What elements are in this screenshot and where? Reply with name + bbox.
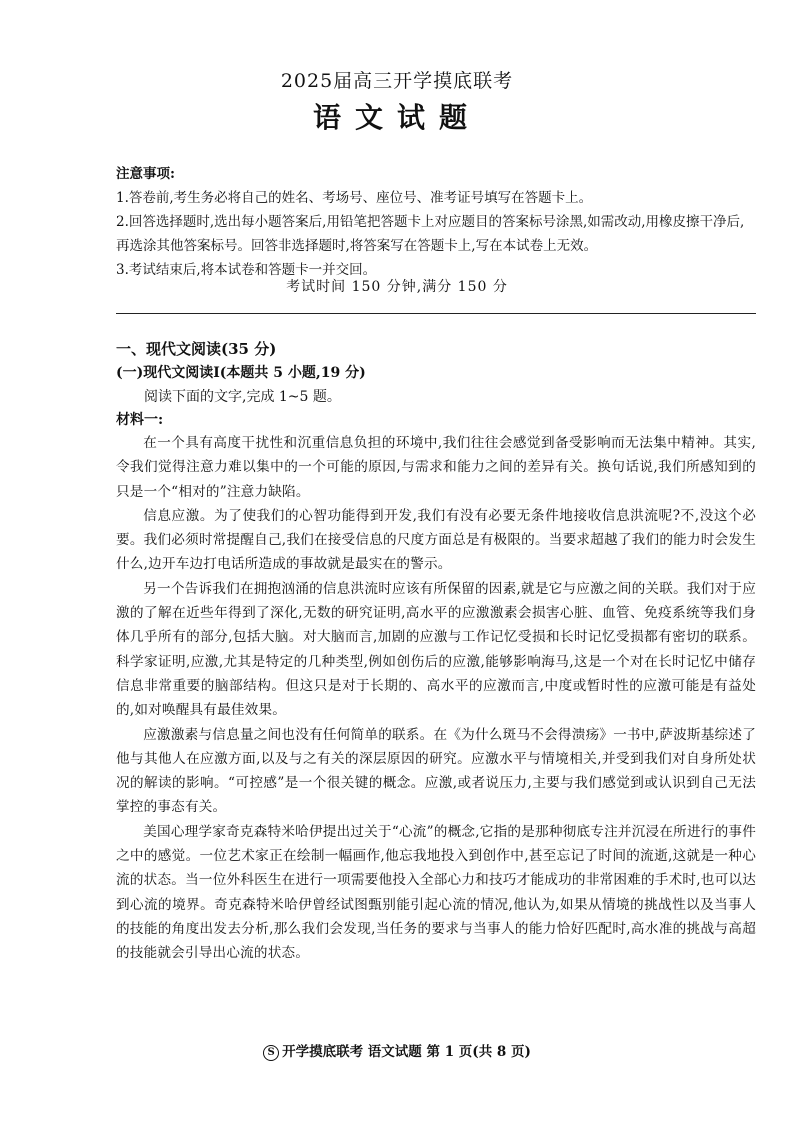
passage-paragraph: 美国心理学家奇克森特米哈伊提出过关于“心流”的概念,它指的是那种彻底专注并沉浸在所进行的事件之中的感觉。一位艺术家正在绘制一幅画作,他忘我地投入到创作中,甚至忘记了时间的流逝,这就是一种心流的状态。当一位外科医生在进行一项需要他投入全部心力和技巧才能成功的非常困难的手术时,也可以达到心流的境界。奇克森特米哈伊曾经试图甄别能引起心流的情况,他认为,如果从情境的挑战性以及当事人的技能的角度出发去分析,那么我们会发现,当任务的要求与当事人的能力恰好匹配时,高水准的挑战与高超的技能就会引导出心流的状态。 — [116, 823, 756, 962]
reading-instruction: 阅读下面的文字,完成 1~5 题。 — [144, 389, 341, 405]
page-footer — [0, 1040, 794, 1061]
subpart-title: (一)现代文阅读Ⅰ(本题共 5 小题,19 分) — [116, 365, 366, 381]
passage-paragraph: 另一个告诉我们在拥抱汹涌的信息洪流时应该有所保留的因素,就是它与应激之间的关联。我们对于应激的了解在近些年得到了深化,无数的研究证明,高水平的应激激素会损害心脏、血管、免疫系统等我们身体几乎所有的部分,包括大脑。对大脑而言,加剧的应激与工作记忆受损和长时记忆受损都有密切的联系。科学家证明,应激,尤其是特定的几种类型,例如创伤后的应激,能够影响海马,这是一个对在长时记忆中储存信息非常重要的脑部结构。但这只是对于长期的、高水平的应激而言,中度或暂时性的应激可能是有益处的,如对唤醒具有最佳效果。 — [116, 580, 756, 719]
notice-item-2: 2.回答选择题时,选出每小题答案后,用铅笔把答题卡上对应题目的答案标号涂黑,如需改动,用橡皮擦干净后,再选涂其他答案标号。回答非选择题时,将答案写在答题卡上,写在本试卷上无效。 — [116, 214, 745, 254]
passage-paragraph: 在一个具有高度干扰性和沉重信息负担的环境中,我们往往会感觉到备受影响而无法集中精神。其实,令我们觉得注意力难以集中的一个可能的原因,与需求和能力之间的差异有关。换句话说,我们所感知到的只是一个“相对的”注意力缺陷。 — [116, 435, 756, 500]
divider-line — [116, 313, 756, 314]
subject-title: 语文试题 — [312, 101, 481, 134]
notice-heading: 注意事项: — [116, 166, 175, 182]
footer-text: 开学摸底联考 语文试题 第 1 页(共 8 页) — [282, 1044, 531, 1060]
passage-body — [116, 431, 756, 966]
notice-block — [116, 162, 756, 282]
passage-paragraph: 应激激素与信息量之间也没有任何简单的联系。在《为什么斑马不会得溃疡》一书中,萨波斯基综述了他与其他人在应激方面,以及与之有关的深层原因的研究。应激水平与情境相关,并受到我们对自身所处状况的解读的影响。“可控感”是一个很关键的概念。应激,或者说压力,主要与我们感觉到或认识到自己无法掌控的事态有关。 — [116, 726, 756, 816]
passage-paragraph: 信息应激。为了使我们的心智功能得到开发,我们有没有必要无条件地接收信息洪流呢?不,没这个必要。我们必须时常提醒自己,我们在接受信息的尺度方面总是有极限的。当要求超越了我们的能力时会发生什么,边开车边打电话所造成的事故就是最实在的警示。 — [116, 507, 756, 573]
exam-time: 考试时间 150 分钟,满分 150 分 — [286, 279, 508, 295]
exam-name: 2025届高三开学摸底联考 — [280, 70, 514, 92]
notice-item-1: 1.答卷前,考生务必将自己的姓名、考场号、座位号、准考证号填写在答题卡上。 — [116, 190, 593, 206]
part-title: 一、现代文阅读(35 分) — [116, 340, 277, 358]
notice-item-3: 3.考试结束后,将本试卷和答题卡一并交回。 — [116, 262, 377, 278]
circled-s-mark: S — [263, 1045, 279, 1061]
material-label: 材料一: — [116, 412, 164, 428]
